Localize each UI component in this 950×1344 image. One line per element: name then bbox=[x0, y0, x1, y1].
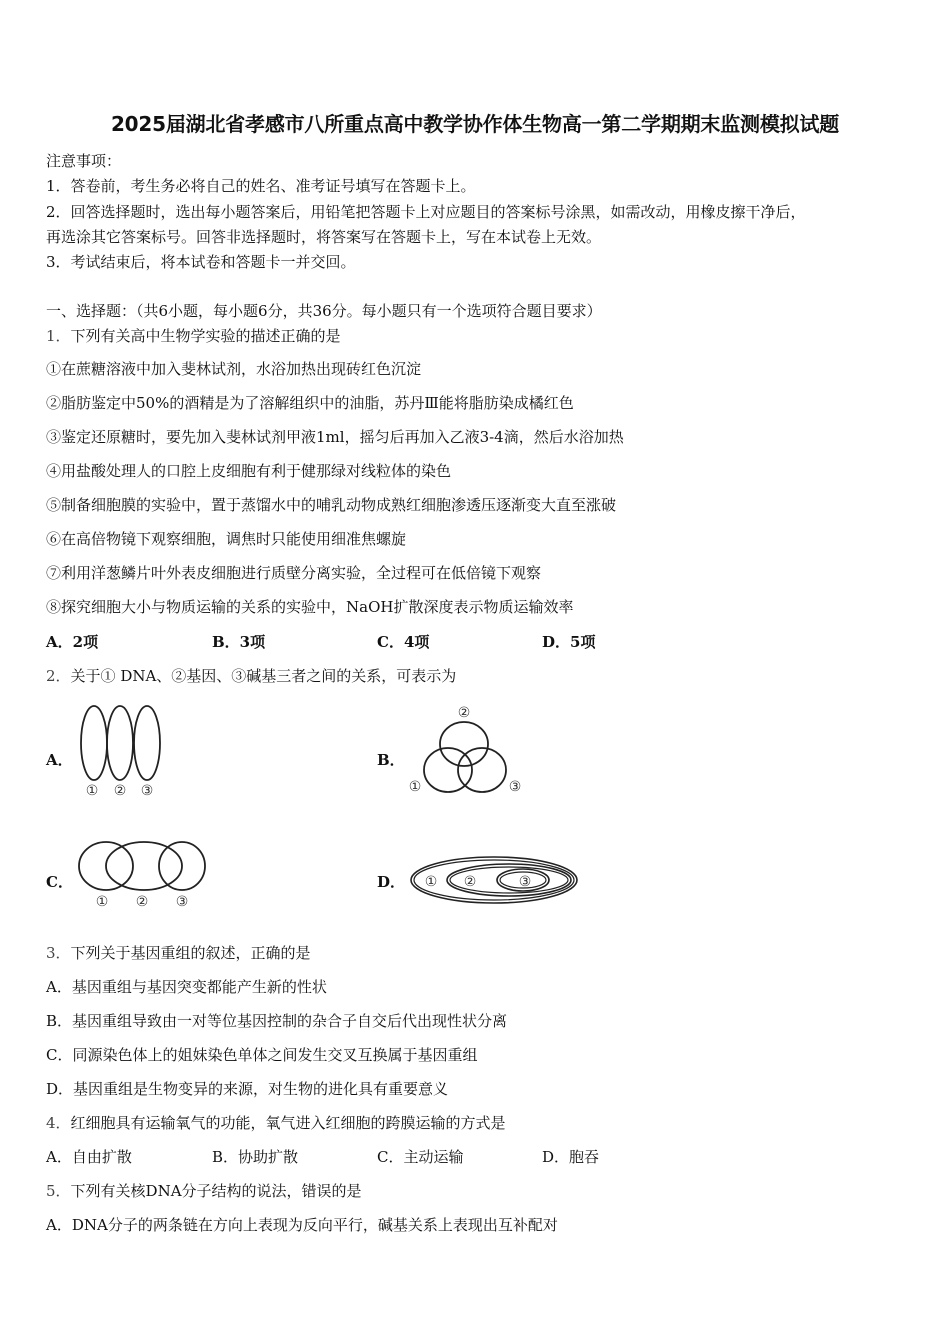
statement: ①在蔗糖溶液中加入斐林试剂，水浴加热出现砖红色沉淀 bbox=[46, 360, 422, 378]
question-2 bbox=[46, 666, 456, 686]
question-number: 5． bbox=[46, 1182, 71, 1200]
section-heading: 一、选择题：（共6小题，每小题6分，共36分。每小题只有一个选项符合题目要求） bbox=[46, 302, 602, 320]
venn-diagram-d bbox=[408, 852, 588, 912]
option-b: B．协助扩散 bbox=[212, 1148, 299, 1166]
statement: ②脂肪鉴定中50%的酒精是为了溶解组织中的油脂，苏丹Ⅲ能将脂肪染成橘红色 bbox=[46, 394, 574, 412]
option-a: A．基因重组与基因突变都能产生新的性状 bbox=[46, 978, 327, 996]
question-number: 1． bbox=[46, 327, 71, 345]
circle-label: ① bbox=[424, 874, 438, 890]
circle-label: ③ bbox=[140, 783, 154, 799]
notice-item: 2．回答选择题时，选出每小题答案后，用铅笔把答题卡上对应题目的答案标号涂黑，如需改动，用橡皮擦干净后， bbox=[46, 203, 806, 221]
question-number: 2． bbox=[46, 667, 71, 685]
statement: ③鉴定还原糖时，要先加入斐林试剂甲液1ml，摇匀后再加入乙液3-4滴，然后水浴加热 bbox=[46, 428, 624, 446]
venn-diagram-c bbox=[74, 835, 214, 915]
circle-label: ① bbox=[408, 779, 422, 795]
option-c: C．4项 bbox=[377, 633, 430, 651]
option-c: C．主动运输 bbox=[377, 1148, 464, 1166]
question-number: 4． bbox=[46, 1114, 71, 1132]
circle-label: ② bbox=[113, 783, 127, 799]
circle-label: ② bbox=[463, 874, 477, 890]
statement: ④用盐酸处理人的口腔上皮细胞有利于健那绿对线粒体的染色 bbox=[46, 462, 452, 480]
question-4 bbox=[46, 1113, 506, 1133]
circle-label: ① bbox=[85, 783, 99, 799]
option-d: D．基因重组是生物变异的来源，对生物的进化具有重要意义 bbox=[46, 1080, 449, 1098]
statement: ⑧探究细胞大小与物质运输的关系的实验中，NaOH扩散深度表示物质运输效率 bbox=[46, 598, 574, 616]
statement: ⑤制备细胞膜的实验中，置于蒸馏水中的哺乳动物成熟红细胞渗透压逐渐变大直至涨破 bbox=[46, 496, 617, 514]
question-number: 3． bbox=[46, 944, 71, 962]
circle-label: ③ bbox=[175, 894, 189, 910]
option-d: D．5项 bbox=[542, 633, 596, 651]
question-5 bbox=[46, 1181, 362, 1201]
notice-item: 1．答卷前，考生务必将自己的姓名、准考证号填写在答题卡上。 bbox=[46, 177, 476, 195]
circle-label: ② bbox=[457, 705, 471, 721]
circle-label: ③ bbox=[518, 874, 532, 890]
option-b: B．3项 bbox=[212, 633, 266, 651]
option-c-label: C． bbox=[46, 873, 73, 891]
circle-label: ① bbox=[95, 894, 109, 910]
option-b: B．基因重组导致由一对等位基因控制的杂合子自交后代出现性状分离 bbox=[46, 1012, 508, 1030]
venn-diagram-b bbox=[402, 700, 532, 800]
page-title: 2025届湖北省孝感市八所重点高中教学协作体生物高一第二学期期末监测模拟试题 bbox=[110, 112, 840, 136]
circle-label: ③ bbox=[508, 779, 522, 795]
circle-label: ② bbox=[135, 894, 149, 910]
question-stem: 关于① DNA、②基因、③碱基三者之间的关系，可表示为 bbox=[70, 667, 457, 685]
question-3 bbox=[46, 943, 311, 963]
question-stem: 下列关于基因重组的叙述，正确的是 bbox=[70, 944, 311, 962]
option-a: A．DNA分子的两条链在方向上表现为反向平行，碱基关系上表现出互补配对 bbox=[46, 1216, 558, 1234]
notice-heading: 注意事项： bbox=[46, 152, 122, 170]
question-1 bbox=[46, 326, 341, 346]
option-c: C．同源染色体上的姐妹染色单体之间发生交叉互换属于基因重组 bbox=[46, 1046, 478, 1064]
option-d: D．胞吞 bbox=[542, 1148, 600, 1166]
question-stem: 下列有关高中生物学实验的描述正确的是 bbox=[70, 327, 341, 345]
venn-diagram-a bbox=[74, 702, 174, 802]
statement: ⑦利用洋葱鳞片叶外表皮细胞进行质壁分离实验，全过程可在低倍镜下观察 bbox=[46, 564, 542, 582]
option-a-label: A． bbox=[46, 751, 73, 769]
option-d-label: D． bbox=[377, 873, 406, 891]
notice-item: 3．考试结束后，将本试卷和答题卡一并交回。 bbox=[46, 253, 356, 271]
option-b-label: B． bbox=[377, 751, 405, 769]
option-a: A．2项 bbox=[46, 633, 99, 651]
question-stem: 下列有关核DNA分子结构的说法，错误的是 bbox=[70, 1182, 362, 1200]
notice-item: 再选涂其它答案标号。回答非选择题时，将答案写在答题卡上，写在本试卷上无效。 bbox=[46, 228, 602, 246]
option-a: A．自由扩散 bbox=[46, 1148, 132, 1166]
question-stem: 红细胞具有运输氧气的功能，氧气进入红细胞的跨膜运输的方式是 bbox=[70, 1114, 506, 1132]
statement: ⑥在高倍物镜下观察细胞，调焦时只能使用细准焦螺旋 bbox=[46, 530, 407, 548]
